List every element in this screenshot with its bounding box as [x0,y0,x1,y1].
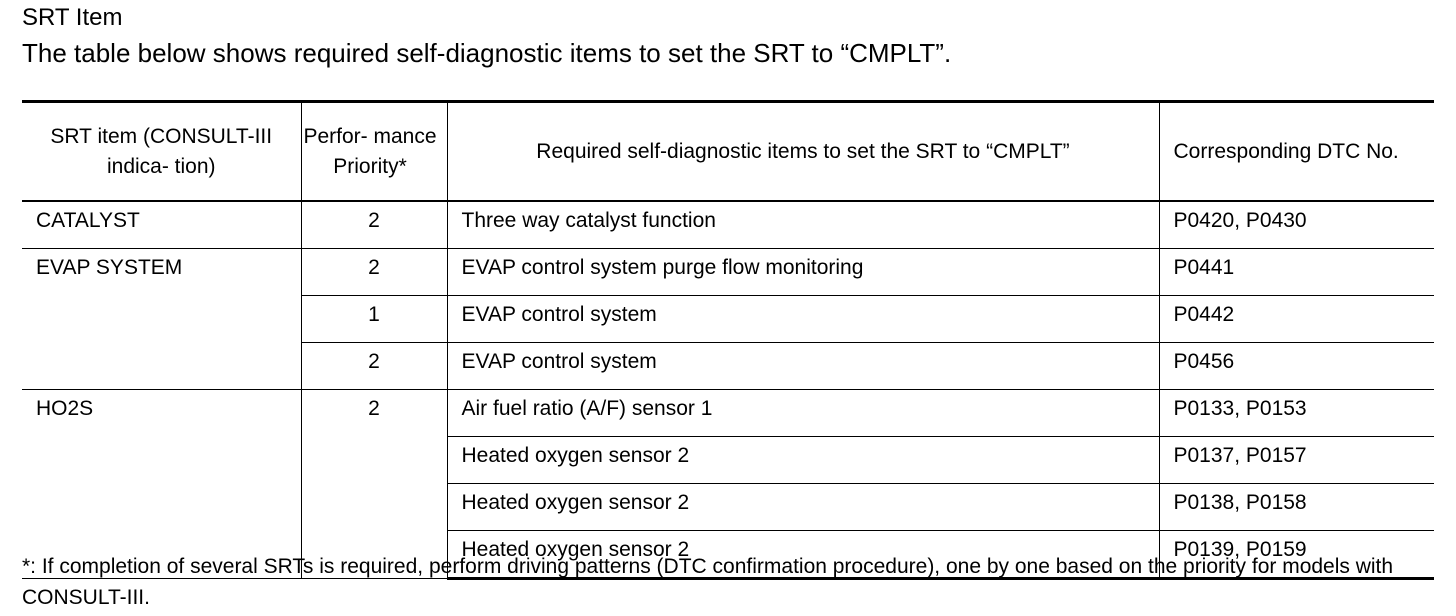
required-item-cell: EVAP control system [447,296,1159,343]
header-srt-item-text: SRT item (CONSULT-III indica- tion) [50,124,273,178]
required-item-cell: EVAP control system purge flow monitoring [447,249,1159,296]
required-item-cell: Heated oxygen sensor 2 [447,484,1159,531]
dtc-cell: P0139, P0159 [1159,531,1434,579]
table-row [22,249,1434,296]
header-dtc-text: Corresponding DTC No. [1173,139,1399,163]
required-item-cell: Three way catalyst function [447,201,1159,249]
priority-cell: 2 [301,249,447,296]
table-row [22,390,1434,437]
section-heading: SRT Item [22,4,123,31]
srt-table [22,100,1434,580]
header-required-item [447,102,1159,202]
priority-cell: 1 [301,296,447,343]
dtc-cell: P0138, P0158 [1159,484,1434,531]
srt-item-cell: HO2S [22,390,301,579]
dtc-cell: P0420, P0430 [1159,201,1434,249]
footnote: *: If completion of several SRTs is required, perform driving patterns (DTC confirmation procedure), one by one based on the priority for models with CONSULT-III. [22,555,1394,609]
dtc-cell: P0441 [1159,249,1434,296]
required-item-cell: Heated oxygen sensor 2 [447,437,1159,484]
required-item-cell: Heated oxygen sensor 2 [447,531,1159,579]
dtc-cell: P0442 [1159,296,1434,343]
header-srt-item [22,102,301,202]
priority-cell: 2 [301,390,447,579]
header-dtc [1159,102,1434,202]
header-priority [301,102,447,202]
priority-cell: 2 [301,343,447,390]
dtc-cell: P0133, P0153 [1159,390,1434,437]
table-header-row [22,102,1434,202]
intro-text: The table below shows required self-diagnostic items to set the SRT to “CMPLT”. [22,38,952,68]
header-priority-text: Perfor- mance Priority* [303,124,437,178]
priority-cell: 2 [301,201,447,249]
srt-item-cell: CATALYST [22,201,301,249]
table-row [22,201,1434,249]
required-item-cell: Air fuel ratio (A/F) sensor 1 [447,390,1159,437]
header-required-item-text: Required self-diagnostic items to set the SRT to “CMPLT” [536,139,1070,163]
srt-item-cell: EVAP SYSTEM [22,249,301,390]
dtc-cell: P0137, P0157 [1159,437,1434,484]
required-item-cell: EVAP control system [447,343,1159,390]
dtc-cell: P0456 [1159,343,1434,390]
